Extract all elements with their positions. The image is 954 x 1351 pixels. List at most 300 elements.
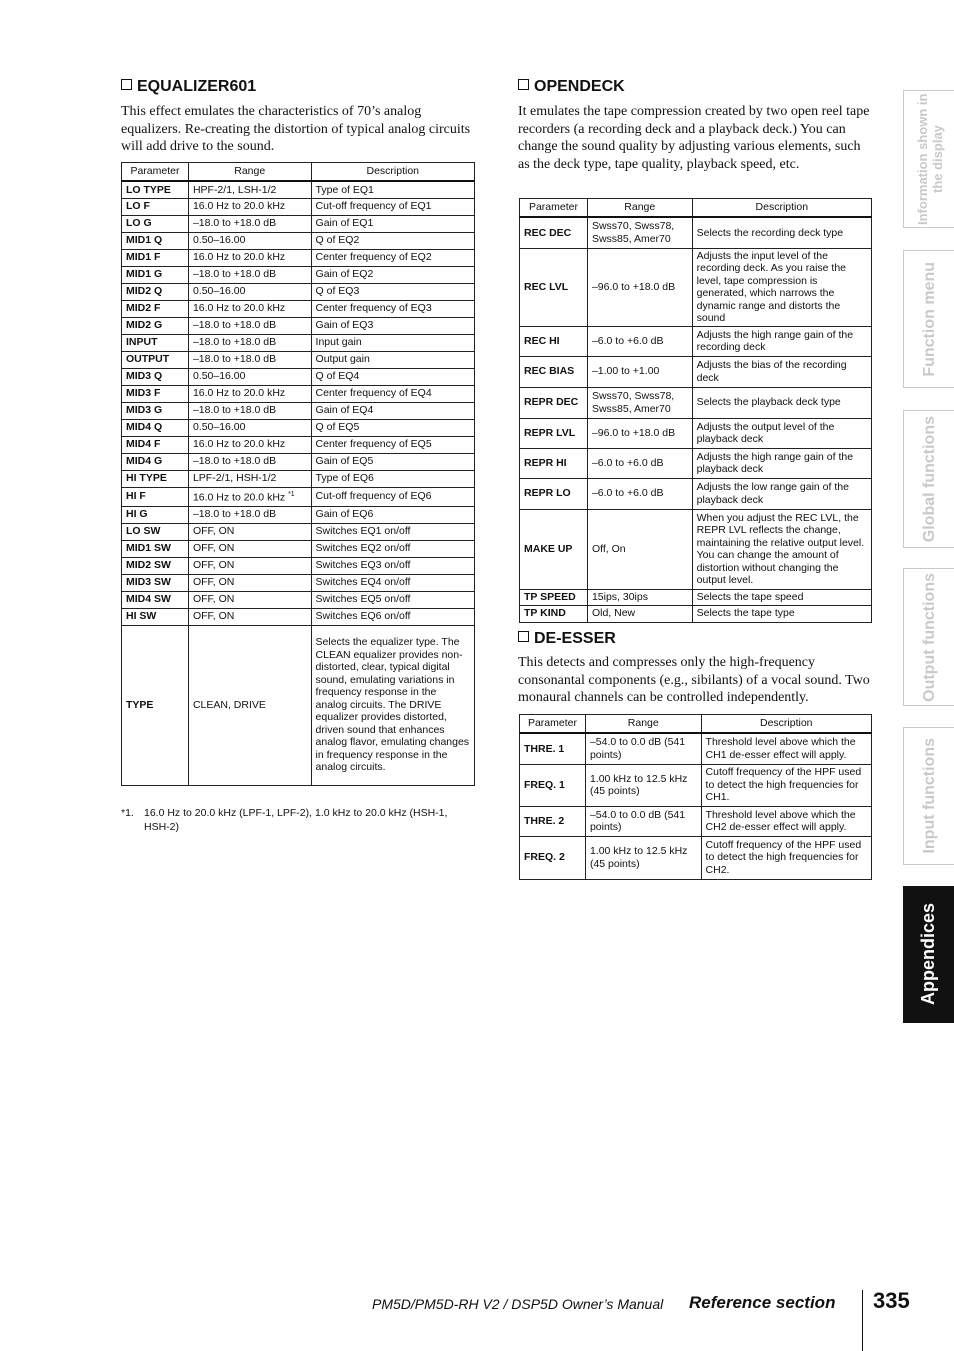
parameter-cell bbox=[520, 764, 586, 806]
parameter-cell-text: MID1 Q bbox=[126, 234, 163, 247]
description-cell bbox=[311, 317, 474, 334]
footnote-mark: *1. bbox=[121, 807, 134, 819]
description-cell bbox=[692, 326, 871, 356]
table-row bbox=[520, 478, 872, 509]
table-row bbox=[122, 453, 475, 470]
table-row bbox=[520, 217, 872, 248]
range-cell bbox=[188, 402, 311, 419]
checkbox-bullet-icon bbox=[518, 79, 529, 90]
description-cell bbox=[692, 387, 871, 418]
table-row bbox=[122, 215, 475, 232]
parameter-cell bbox=[122, 419, 189, 436]
parameter-cell bbox=[520, 733, 586, 764]
table-header-row bbox=[122, 163, 475, 182]
parameter-cell-text: HI TYPE bbox=[126, 472, 167, 485]
range-cell-text: 1.00 kHz to 12.5 kHz (45 points) bbox=[589, 772, 688, 797]
table-row bbox=[122, 249, 475, 266]
opendeck-heading bbox=[518, 78, 625, 96]
parameter-cell-text: TP SPEED bbox=[524, 590, 576, 603]
range-cell bbox=[587, 356, 692, 387]
parameter-cell bbox=[122, 181, 189, 198]
range-cell-text: 16.0 Hz to 20.0 kHz bbox=[192, 302, 286, 315]
range-cell bbox=[188, 300, 311, 317]
description-cell-text: Center frequency of EQ4 bbox=[315, 387, 432, 400]
range-cell bbox=[585, 836, 701, 879]
range-cell-text: –18.0 to +18.0 dB bbox=[192, 508, 277, 521]
range-cell bbox=[585, 733, 701, 764]
page-number: 335 bbox=[873, 1288, 910, 1313]
description-cell bbox=[311, 198, 474, 215]
table-row bbox=[520, 836, 872, 879]
range-cell bbox=[188, 506, 311, 523]
description-cell bbox=[311, 232, 474, 249]
table-row bbox=[520, 326, 872, 356]
range-cell-text: –54.0 to 0.0 dB (541 points) bbox=[589, 736, 686, 761]
range-cell-text: 16.0 Hz to 20.0 kHz bbox=[192, 200, 286, 213]
table-row bbox=[122, 419, 475, 436]
parameter-cell bbox=[122, 487, 189, 506]
range-cell bbox=[587, 448, 692, 478]
parameter-cell-text: LO SW bbox=[126, 525, 161, 538]
parameter-cell bbox=[122, 351, 189, 368]
description-cell bbox=[311, 181, 474, 198]
parameter-cell-text: MID2 Q bbox=[126, 285, 163, 298]
table-row bbox=[122, 317, 475, 334]
table-row bbox=[520, 448, 872, 478]
table-row bbox=[122, 402, 475, 419]
description-cell-text: Selects the recording deck type bbox=[696, 226, 844, 239]
range-cell-text: –18.0 to +18.0 dB bbox=[192, 455, 277, 468]
range-cell bbox=[188, 215, 311, 232]
parameter-cell-text: MID2 SW bbox=[126, 559, 171, 572]
parameter-cell-text: TYPE bbox=[126, 698, 154, 711]
description-cell-text: Cut-off frequency of EQ6 bbox=[315, 490, 432, 503]
description-cell-text: Selects the equalizer type. The CLEAN equalizer provides non-distorted, clear, typical digital sound, emulating variations in frequency response in the analog circuits. The DRIVE equalizer provides distorted, driven sound that enhances analog flavor, emulating changes in frequency response in the analog circuits. bbox=[315, 636, 470, 774]
parameter-cell-text: MID4 Q bbox=[126, 421, 163, 434]
description-cell-text: Switches EQ6 on/off bbox=[315, 610, 411, 623]
range-cell-text: 16.0 Hz to 20.0 kHz bbox=[192, 438, 286, 451]
parameter-cell-text: REPR LO bbox=[524, 487, 571, 500]
description-cell-text: Input gain bbox=[315, 336, 362, 349]
footnote-ref: *1 bbox=[288, 491, 295, 498]
description-cell-text: Selects the playback deck type bbox=[696, 396, 841, 409]
description-cell-text: Switches EQ2 on/off bbox=[315, 542, 411, 555]
parameter-cell bbox=[122, 625, 189, 785]
description-cell-text: Type of EQ6 bbox=[315, 472, 374, 485]
description-cell-text: Switches EQ1 on/off bbox=[315, 525, 411, 538]
header-parameter: Parameter bbox=[122, 163, 189, 182]
range-cell-text: HPF-2/1, LSH-1/2 bbox=[192, 183, 277, 196]
description-cell bbox=[311, 540, 474, 557]
table-row bbox=[122, 523, 475, 540]
tab-output-functions[interactable]: Output functions bbox=[903, 568, 954, 706]
table-row bbox=[520, 589, 872, 605]
parameter-cell-text: HI F bbox=[126, 490, 146, 503]
parameter-cell-text: MID3 Q bbox=[126, 370, 163, 383]
table-row bbox=[122, 283, 475, 300]
description-cell bbox=[311, 266, 474, 283]
table-row bbox=[520, 764, 872, 806]
header-range: Range bbox=[587, 199, 692, 218]
range-cell-text: 0.50–16.00 bbox=[192, 421, 246, 434]
table-row bbox=[520, 418, 872, 448]
parameter-cell-text: LO F bbox=[126, 200, 150, 213]
parameter-cell-text: THRE. 2 bbox=[524, 814, 565, 827]
parameter-cell bbox=[520, 248, 588, 326]
description-cell bbox=[692, 217, 871, 248]
footer-divider bbox=[862, 1290, 863, 1351]
description-cell bbox=[311, 283, 474, 300]
parameter-cell-text: REPR LVL bbox=[524, 426, 576, 439]
footer-manual-title: PM5D/PM5D-RH V2 / DSP5D Owner’s Manual bbox=[372, 1296, 664, 1312]
table-row bbox=[122, 385, 475, 402]
range-cell bbox=[587, 589, 692, 605]
parameter-cell bbox=[122, 436, 189, 453]
description-cell-text: Q of EQ2 bbox=[315, 234, 360, 247]
description-cell-text: Selects the tape type bbox=[696, 607, 795, 620]
description-cell-text: Gain of EQ1 bbox=[315, 217, 374, 230]
range-cell bbox=[188, 198, 311, 215]
range-cell-text: –18.0 to +18.0 dB bbox=[192, 353, 277, 366]
table-row bbox=[122, 334, 475, 351]
range-cell-text: 16.0 Hz to 20.0 kHz bbox=[192, 251, 286, 264]
range-cell-text: CLEAN, DRIVE bbox=[192, 698, 266, 711]
range-cell bbox=[188, 249, 311, 266]
parameter-cell bbox=[122, 453, 189, 470]
description-cell bbox=[701, 806, 871, 836]
table-row bbox=[122, 625, 475, 785]
table-row bbox=[122, 181, 475, 198]
table-row bbox=[122, 608, 475, 625]
description-cell bbox=[692, 418, 871, 448]
description-cell-text: Switches EQ4 on/off bbox=[315, 576, 411, 589]
description-cell-text: Center frequency of EQ3 bbox=[315, 302, 432, 315]
parameter-cell-text: MID1 G bbox=[126, 268, 163, 281]
description-cell bbox=[311, 523, 474, 540]
table-row bbox=[122, 591, 475, 608]
parameter-cell bbox=[122, 368, 189, 385]
parameter-cell bbox=[520, 806, 586, 836]
deesser-title: DE-ESSER bbox=[534, 630, 616, 647]
range-cell bbox=[188, 523, 311, 540]
description-cell bbox=[311, 470, 474, 487]
description-cell-text: Adjusts the high range gain of the playback deck bbox=[696, 450, 854, 475]
table-row bbox=[122, 436, 475, 453]
table-row bbox=[122, 574, 475, 591]
description-cell-text: Q of EQ4 bbox=[315, 370, 360, 383]
parameter-cell bbox=[122, 608, 189, 625]
parameter-cell-text: MID4 F bbox=[126, 438, 161, 451]
parameter-cell bbox=[520, 217, 588, 248]
equalizer601-title: EQUALIZER601 bbox=[137, 78, 257, 95]
table-row bbox=[122, 300, 475, 317]
parameter-cell bbox=[520, 509, 588, 589]
parameter-cell-text: REPR DEC bbox=[524, 396, 579, 409]
footnote-text: 16.0 Hz to 20.0 kHz (LPF-1, LPF-2), 1.0 kHz to 20.0 kHz (HSH-1, HSH-2) bbox=[144, 807, 448, 833]
range-cell-text: OFF, ON bbox=[192, 559, 235, 572]
description-cell-text: Adjusts the low range gain of the playback deck bbox=[696, 481, 849, 506]
equalizer601-heading bbox=[121, 78, 256, 96]
table-row bbox=[520, 387, 872, 418]
parameter-cell-text: LO G bbox=[126, 217, 152, 230]
description-cell bbox=[311, 215, 474, 232]
range-cell bbox=[188, 368, 311, 385]
description-cell bbox=[311, 625, 474, 785]
range-cell bbox=[587, 605, 692, 622]
parameter-cell-text: MID2 F bbox=[126, 302, 161, 315]
range-cell bbox=[188, 232, 311, 249]
parameter-cell bbox=[122, 557, 189, 574]
description-cell bbox=[692, 356, 871, 387]
parameter-cell bbox=[520, 418, 588, 448]
parameter-cell-text: OUTPUT bbox=[126, 353, 170, 366]
parameter-cell bbox=[520, 326, 588, 356]
parameter-cell bbox=[520, 836, 586, 879]
range-cell bbox=[188, 317, 311, 334]
range-cell-text: OFF, ON bbox=[192, 593, 235, 606]
header-parameter: Parameter bbox=[520, 715, 586, 734]
range-cell bbox=[188, 351, 311, 368]
description-cell-text: Adjusts the output level of the playback deck bbox=[696, 420, 835, 445]
range-cell-text: –18.0 to +18.0 dB bbox=[192, 319, 277, 332]
description-cell-text: Cut-off frequency of EQ1 bbox=[315, 200, 432, 213]
range-cell-text: 16.0 Hz to 20.0 kHz bbox=[192, 491, 286, 504]
parameter-cell bbox=[520, 448, 588, 478]
description-cell-text: When you adjust the REC LVL, the REPR LVL reflects the change, maintaining the relative output level. You can change the amount of distortion without changing the output level. bbox=[696, 511, 865, 586]
range-cell-text: 0.50–16.00 bbox=[192, 370, 246, 383]
parameter-cell bbox=[520, 387, 588, 418]
tab-global-functions[interactable]: Global functions bbox=[903, 410, 954, 548]
parameter-cell-text: MID3 G bbox=[126, 404, 163, 417]
description-cell-text: Switches EQ5 on/off bbox=[315, 593, 411, 606]
range-cell bbox=[188, 540, 311, 557]
parameter-cell-text: REC BIAS bbox=[524, 365, 575, 378]
description-cell-text: Switches EQ3 on/off bbox=[315, 559, 411, 572]
range-cell-text: –6.0 to +6.0 dB bbox=[591, 334, 664, 347]
range-cell bbox=[587, 478, 692, 509]
description-cell bbox=[311, 300, 474, 317]
parameter-cell-text: MID3 SW bbox=[126, 576, 171, 589]
parameter-cell-text: INPUT bbox=[126, 336, 158, 349]
parameter-cell bbox=[122, 215, 189, 232]
table-row bbox=[122, 557, 475, 574]
range-cell bbox=[188, 625, 311, 785]
table-row bbox=[520, 605, 872, 622]
parameter-cell bbox=[122, 266, 189, 283]
footer-section-title: Reference section bbox=[689, 1293, 836, 1312]
range-cell bbox=[188, 487, 311, 506]
table-row bbox=[520, 509, 872, 589]
table-row bbox=[520, 806, 872, 836]
parameter-cell bbox=[122, 385, 189, 402]
range-cell bbox=[188, 334, 311, 351]
description-cell bbox=[692, 448, 871, 478]
description-cell bbox=[692, 248, 871, 326]
range-cell bbox=[188, 436, 311, 453]
range-cell-text: 16.0 Hz to 20.0 kHz bbox=[192, 387, 286, 400]
range-cell bbox=[188, 608, 311, 625]
parameter-cell bbox=[520, 605, 588, 622]
range-cell bbox=[585, 806, 701, 836]
parameter-cell-text: LO TYPE bbox=[126, 183, 171, 196]
range-cell-text: OFF, ON bbox=[192, 525, 235, 538]
parameter-cell bbox=[122, 283, 189, 300]
tab-information-shown-in-display[interactable]: Information shown in the display bbox=[903, 90, 954, 228]
parameter-cell-text: MID3 F bbox=[126, 387, 161, 400]
parameter-cell-text: REPR HI bbox=[524, 456, 567, 469]
header-range: Range bbox=[585, 715, 701, 734]
table-row bbox=[122, 540, 475, 557]
tab-function-menu[interactable]: Function menu bbox=[903, 250, 954, 388]
range-cell bbox=[188, 181, 311, 198]
range-cell-text: –96.0 to +18.0 dB bbox=[591, 426, 676, 439]
header-range: Range bbox=[188, 163, 311, 182]
parameter-cell bbox=[122, 540, 189, 557]
opendeck-intro: It emulates the tape compression created by two open reel tape recorders (a recording deck and a playback deck.) You can change the sound quality by adjusting various elements, such as the deck type, tape quality, playback speed, etc. bbox=[518, 104, 870, 172]
parameter-cell-text: FREQ. 2 bbox=[524, 851, 565, 864]
description-cell-text: Center frequency of EQ2 bbox=[315, 251, 432, 264]
deesser-heading bbox=[518, 630, 616, 648]
description-cell bbox=[692, 509, 871, 589]
range-cell-text: OFF, ON bbox=[192, 610, 235, 623]
parameter-cell-text: HI G bbox=[126, 508, 148, 521]
table-row bbox=[520, 248, 872, 326]
range-cell bbox=[188, 283, 311, 300]
description-cell bbox=[311, 402, 474, 419]
parameter-cell bbox=[122, 523, 189, 540]
description-cell-text: Cutoff frequency of the HPF used to detect the high frequencies for CH2. bbox=[705, 838, 862, 876]
description-cell-text: Selects the tape speed bbox=[696, 590, 804, 603]
parameter-cell-text: FREQ. 1 bbox=[524, 778, 565, 791]
description-cell-text: Adjusts the input level of the recording deck. As you raise the level, tape compression is generated, which narrows the dynamic range and distorts the sound bbox=[696, 249, 847, 324]
description-cell-text: Q of EQ5 bbox=[315, 421, 360, 434]
deesser-table bbox=[519, 714, 872, 880]
description-cell bbox=[311, 506, 474, 523]
table-row bbox=[122, 487, 475, 506]
range-cell bbox=[188, 591, 311, 608]
range-cell-text: –6.0 to +6.0 dB bbox=[591, 456, 664, 469]
description-cell-text: Q of EQ3 bbox=[315, 285, 360, 298]
range-cell-text: 15ips, 30ips bbox=[591, 590, 648, 603]
opendeck-table bbox=[519, 198, 872, 623]
parameter-cell bbox=[122, 317, 189, 334]
parameter-cell-text: MID4 SW bbox=[126, 593, 171, 606]
table-row bbox=[122, 232, 475, 249]
description-cell-text: Output gain bbox=[315, 353, 370, 366]
parameter-cell bbox=[122, 574, 189, 591]
range-cell bbox=[188, 419, 311, 436]
description-cell bbox=[311, 574, 474, 591]
description-cell bbox=[692, 605, 871, 622]
parameter-cell-text: MID4 G bbox=[126, 455, 163, 468]
range-cell bbox=[188, 453, 311, 470]
description-cell bbox=[311, 419, 474, 436]
description-cell bbox=[692, 478, 871, 509]
range-cell bbox=[587, 418, 692, 448]
tab-input-functions[interactable]: Input functions bbox=[903, 727, 954, 865]
range-cell bbox=[587, 217, 692, 248]
range-cell-text: –96.0 to +18.0 dB bbox=[591, 280, 676, 293]
checkbox-bullet-icon bbox=[121, 79, 132, 90]
parameter-cell-text: HI SW bbox=[126, 610, 157, 623]
range-cell-text: –1.00 to +1.00 bbox=[591, 365, 660, 378]
header-description: Description bbox=[311, 163, 474, 182]
description-cell-text: Gain of EQ5 bbox=[315, 455, 374, 468]
parameter-cell-text: TP KIND bbox=[524, 607, 566, 620]
parameter-cell bbox=[122, 470, 189, 487]
range-cell-text: –18.0 to +18.0 dB bbox=[192, 268, 277, 281]
parameter-cell bbox=[122, 249, 189, 266]
description-cell bbox=[311, 334, 474, 351]
header-description: Description bbox=[692, 199, 871, 218]
description-cell bbox=[311, 368, 474, 385]
range-cell-text: –54.0 to 0.0 dB (541 points) bbox=[589, 808, 686, 833]
range-cell bbox=[188, 470, 311, 487]
range-cell bbox=[587, 387, 692, 418]
range-cell bbox=[585, 764, 701, 806]
opendeck-title: OPENDECK bbox=[534, 78, 625, 95]
parameter-cell bbox=[122, 198, 189, 215]
range-cell-text: –6.0 to +6.0 dB bbox=[591, 487, 664, 500]
range-cell-text: –18.0 to +18.0 dB bbox=[192, 217, 277, 230]
range-cell-text: Off, On bbox=[591, 542, 626, 555]
range-cell-text: LPF-2/1, HSH-1/2 bbox=[192, 472, 277, 485]
description-cell bbox=[311, 487, 474, 506]
description-cell-text: Threshold level above which the CH2 de-esser effect will apply. bbox=[705, 808, 856, 833]
range-cell bbox=[587, 326, 692, 356]
range-cell-text: Swss70, Swss78, Swss85, Amer70 bbox=[591, 220, 675, 245]
parameter-cell-text: MAKE UP bbox=[524, 542, 573, 555]
range-cell-text: Old, New bbox=[591, 607, 636, 620]
description-cell bbox=[701, 836, 871, 879]
description-cell bbox=[311, 453, 474, 470]
description-cell-text: Gain of EQ4 bbox=[315, 404, 374, 417]
equalizer601-footnote bbox=[121, 806, 471, 834]
description-cell bbox=[311, 249, 474, 266]
description-cell bbox=[311, 351, 474, 368]
description-cell bbox=[311, 608, 474, 625]
checkbox-bullet-icon bbox=[518, 631, 529, 642]
table-row bbox=[122, 351, 475, 368]
tab-appendices[interactable]: Appendices bbox=[903, 886, 954, 1023]
description-cell-text: Type of EQ1 bbox=[315, 183, 374, 196]
description-cell bbox=[311, 557, 474, 574]
parameter-cell-text: REC DEC bbox=[524, 226, 572, 239]
table-header-row bbox=[520, 199, 872, 218]
equalizer601-intro: This effect emulates the characteristics of 70’s analog equalizers. Re-creating the distortion of typical analog circuits will add drive to the sound. bbox=[121, 104, 471, 154]
description-cell-text: Threshold level above which the CH1 de-esser effect will apply. bbox=[705, 736, 856, 761]
table-row bbox=[520, 733, 872, 764]
table-header-row bbox=[520, 715, 872, 734]
parameter-cell bbox=[122, 591, 189, 608]
range-cell bbox=[188, 557, 311, 574]
description-cell-text: Gain of EQ6 bbox=[315, 508, 374, 521]
table-row bbox=[122, 506, 475, 523]
table-row bbox=[122, 198, 475, 215]
description-cell-text: Adjusts the high range gain of the recording deck bbox=[696, 328, 854, 353]
range-cell-text: Swss70, Swss78, Swss85, Amer70 bbox=[591, 390, 675, 415]
description-cell bbox=[692, 589, 871, 605]
parameter-cell bbox=[520, 478, 588, 509]
range-cell-text: 0.50–16.00 bbox=[192, 234, 246, 247]
description-cell bbox=[701, 733, 871, 764]
parameter-cell-text: REC LVL bbox=[524, 280, 569, 293]
range-cell bbox=[188, 385, 311, 402]
description-cell bbox=[311, 385, 474, 402]
description-cell-text: Gain of EQ2 bbox=[315, 268, 374, 281]
table-row bbox=[122, 470, 475, 487]
description-cell-text: Gain of EQ3 bbox=[315, 319, 374, 332]
